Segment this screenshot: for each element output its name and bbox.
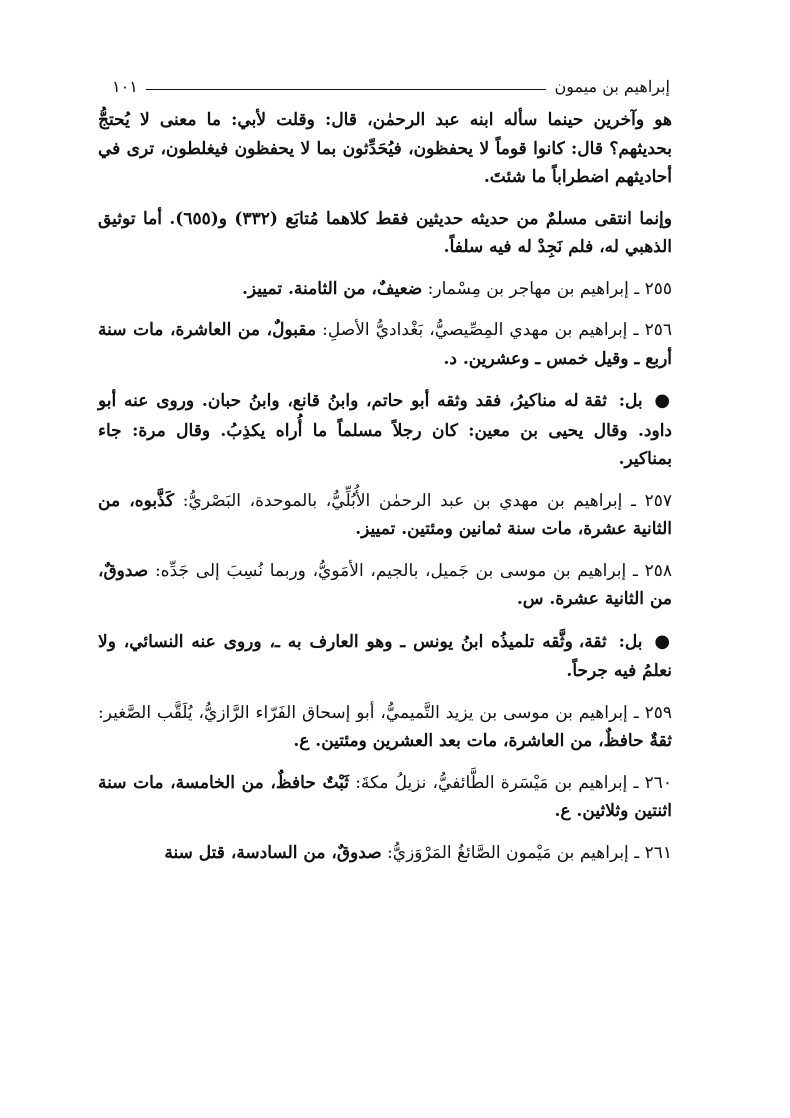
header-rule bbox=[146, 89, 547, 90]
entry-name: إبراهيم بن مَيْسَرة الطَّائفيُّ، نزيلُ مكةَ: bbox=[355, 772, 628, 793]
note-text: ثقة، وثَّقه تلميذُه ابنُ يونس ـ وهو العارف به ـ، وروى عنه النسائي، ولا نعلمُ فيه جرحاً. bbox=[98, 631, 672, 682]
entry-261: ٢٦١ ـ إبراهيم بن مَيْمون الصَّائغُ المَرْوَزيُّ: صدوقٌ، من السادسة، قتل سنة bbox=[164, 842, 672, 863]
running-header bbox=[112, 70, 670, 96]
header-title: إبراهيم بن ميمون bbox=[554, 77, 670, 96]
entry-name: إبراهيم بن موسى بن جَميل، بالجيم، الأمَويُّ، وربما نُسِبَ إلى جَدِّه: bbox=[154, 560, 627, 581]
entry-verdict: مقبولٌ، من العاشرة، مات سنة أربع ـ وقيل خمس ـ وعشرين. د. bbox=[98, 320, 672, 369]
note-text: ثقة له مناكيرُ، فقد وثقه أبو حاتم، وابنُ قانع، وابنُ حبان. وروى عنه أبو داود. وقال يحيى بن معين: كان رجلاً مسلماً ما أُراه يكذِبُ. وقال مرة: جاء بمناكير. bbox=[98, 391, 672, 470]
entry-260: ٢٦٠ ـ إبراهيم بن مَيْسَرة الطَّائفيُّ، نزيلُ مكةَ: ثَبْتٌ حافظٌ، من الخامسة، مات سنة اثنتين وثلاثين. ع. bbox=[98, 772, 673, 822]
entry-verdict: صدوقٌ، من السادسة، قتل سنة bbox=[164, 842, 382, 863]
entry-number: ٢٥٥ bbox=[644, 278, 672, 299]
entry-258: ٢٥٨ ـ إبراهيم بن موسى بن جَميل، بالجيم، الأمَويُّ، وربما نُسِبَ إلى جَدِّه: صدوقٌ، من الثانية عشرة. س. bbox=[98, 560, 672, 610]
continuation-paragraph: هو وآخرين حينما سأله ابنه عبد الرحمٰن، قال: وقلت لأبي: ما معنى لا يُحتجُّ بحديثهم؟ قال: كانوا قوماً لا يحفظون، فيُحَدِّثون بما لا يحفظون فيغلطون، ترى في أحاديثهم اضطراباً ما شئتَ. bbox=[98, 110, 672, 188]
bullet-icon: ● bbox=[654, 390, 672, 412]
editor-paragraph: وإنما انتقى مسلمٌ من حديثه حديثين فقط كلاهما مُتابَع (٣٣٢) و(٦٥٥). أما توثيق الذهبي له، فلم نَجِدْ له فيه سلفاً. bbox=[98, 208, 672, 258]
entry-259: ٢٥٩ ـ إبراهيم بن موسى بن يزيد التَّميميُّ، أبو إسحاق الفَرّاء الرَّازيُّ، يُلَقَّب الصَّغير: ثقةٌ حافظٌ، من العاشرة، مات بعد العشرين ومئتين. ع. bbox=[98, 702, 672, 752]
entry-number: ٢٦٠ bbox=[644, 772, 673, 793]
entry-256: ٢٥٦ ـ إبراهيم بن مهدي المِصِّيصيُّ، بَغْداديُّ الأصلِ: مقبولٌ، من العاشرة، مات سنة أربع ـ وقيل خمس ـ وعشرين. د. bbox=[98, 320, 672, 369]
entry-verdict: ثقةٌ حافظٌ، من العاشرة، مات بعد العشرين ومئتين. ع. bbox=[293, 731, 672, 752]
note-label: بل: bbox=[618, 631, 643, 652]
entry-verdict: كَذَّبوه، من الثانية عشرة، مات سنة ثمانين ومئتين. تمييز. bbox=[98, 490, 672, 540]
editor-note-2 bbox=[98, 627, 672, 686]
page-number: ١٠١ bbox=[112, 77, 138, 96]
entry-number: ٢٥٩ bbox=[644, 702, 672, 723]
entry-255: ٢٥٥ ـ إبراهيم بن مهاجر بن مِسْمار: ضعيفٌ، من الثامنة. تمييز. bbox=[241, 278, 672, 299]
entry-number: ٢٥٨ bbox=[644, 560, 672, 581]
entry-number: ٢٥٧ bbox=[644, 490, 673, 511]
entry-number: ٢٦١ bbox=[644, 842, 672, 863]
entry-name: إبراهيم بن مهدي بن عبد الرحمٰن الأُبُلِّيُّ، بالموحدة، البَصْريُّ: bbox=[182, 490, 623, 511]
entry-verdict: ثَبْتٌ حافظٌ، من الخامسة، مات سنة اثنتين وثلاثين. ع. bbox=[98, 772, 672, 822]
entry-name: إبراهيم بن موسى بن يزيد التَّميميُّ، أبو إسحاق الفَرّاء الرَّازيُّ، يُلَقَّب الصَّغير: bbox=[98, 702, 628, 723]
entry-number: ٢٥٦ bbox=[644, 320, 672, 341]
entry-name: إبراهيم بن مهاجر بن مِسْمار: bbox=[427, 278, 629, 299]
entry-257: ٢٥٧ ـ إبراهيم بن مهدي بن عبد الرحمٰن الأُبُلِّيُّ، بالموحدة، البَصْريُّ: كَذَّبوه، من الثانية عشرة، مات سنة ثمانين ومئتين. تمييز. bbox=[98, 490, 673, 540]
page-body bbox=[98, 106, 672, 880]
entry-verdict: ضعيفٌ، من الثامنة. تمييز. bbox=[241, 278, 423, 299]
entry-name: إبراهيم بن مَيْمون الصَّائغُ المَرْوَزيُّ: bbox=[387, 842, 629, 863]
bullet-icon: ● bbox=[654, 630, 672, 652]
entry-verdict: صدوقٌ، من الثانية عشرة. س. bbox=[98, 560, 672, 610]
editor-note-1 bbox=[98, 386, 672, 473]
note-label: بل: bbox=[618, 391, 643, 412]
entry-name: إبراهيم بن مهدي المِصِّيصيُّ، بَغْداديُّ الأصلِ: bbox=[322, 320, 628, 341]
